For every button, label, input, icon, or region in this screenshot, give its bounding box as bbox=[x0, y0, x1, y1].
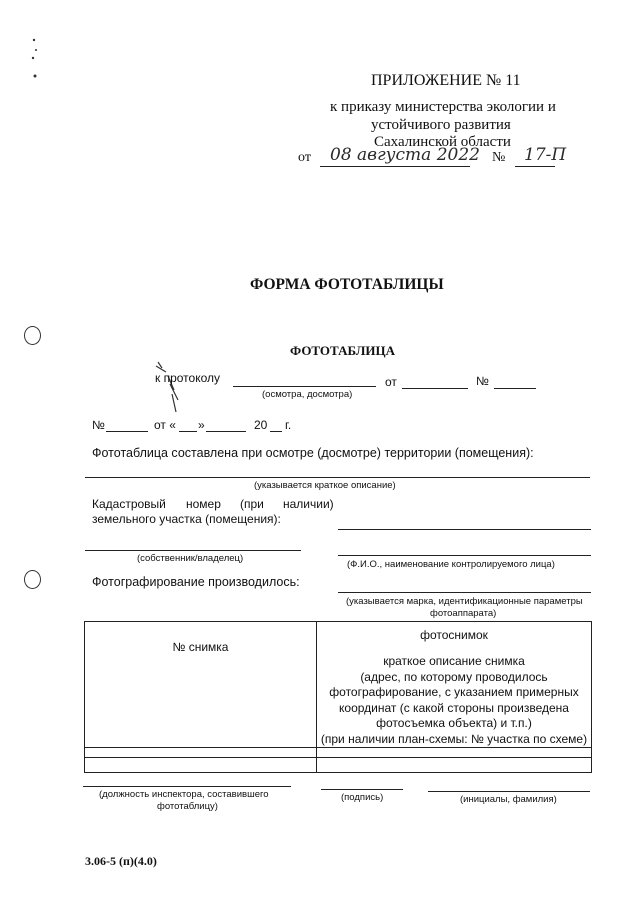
signature-caption: (подпись) bbox=[341, 792, 384, 803]
photo-number-cell bbox=[85, 748, 317, 758]
position-caption-1: (должность инспектора, составившего bbox=[99, 789, 269, 800]
number-label: № bbox=[92, 418, 105, 432]
photo-number-cell bbox=[85, 758, 317, 773]
scan-specks bbox=[26, 36, 46, 86]
owner-line bbox=[85, 550, 301, 551]
protocol-from-label: от bbox=[385, 375, 397, 389]
cadastral-word-4: наличии) bbox=[283, 497, 334, 511]
name-line bbox=[428, 791, 590, 792]
protocol-type-caption: (осмотра, досмотра) bbox=[262, 389, 353, 400]
day-line bbox=[179, 431, 197, 432]
photo-number-header-cell bbox=[85, 622, 317, 748]
cadastral-word-3: (при bbox=[240, 497, 264, 511]
year-prefix: 20 bbox=[254, 418, 268, 432]
protocol-number-line bbox=[494, 388, 536, 389]
controlled-person-caption: (Ф.И.О., наименование контролируемого лица) bbox=[347, 559, 555, 570]
protocol-label: к протоколу bbox=[155, 371, 220, 385]
protocol-date-line bbox=[402, 388, 468, 389]
year-line bbox=[270, 431, 282, 432]
date-from-label: от « bbox=[154, 418, 176, 432]
protocol-number-label: № bbox=[476, 374, 489, 388]
order-from-label: от bbox=[298, 150, 311, 165]
photography-text: Фотографирование производилось: bbox=[92, 575, 300, 589]
order-number-label: № bbox=[492, 150, 506, 165]
photo-cell bbox=[317, 748, 592, 758]
photo-table bbox=[84, 621, 592, 773]
owner-caption: (собственник/владелец) bbox=[137, 553, 244, 564]
cadastral-word-2: номер bbox=[186, 497, 221, 511]
order-date-handwritten: 08 августа 2022 bbox=[330, 145, 480, 165]
compiled-text: Фототаблица составлена при осмотре (досмотре) территории (помещения): bbox=[92, 446, 534, 460]
month-line bbox=[206, 431, 246, 432]
pen-scribble bbox=[152, 360, 182, 420]
order-number-line bbox=[515, 166, 555, 167]
form-title: ФОРМА ФОТОТАБЛИЦЫ bbox=[250, 276, 444, 293]
order-line-2: устойчивого развития bbox=[371, 117, 511, 133]
photo-number-header: № снимка bbox=[172, 640, 229, 654]
order-line-1: к приказу министерства экологии и bbox=[330, 99, 556, 115]
phototable-title: ФОТОТАБЛИЦА bbox=[290, 343, 396, 358]
punch-hole-top bbox=[24, 326, 41, 345]
photo-description-header-cell bbox=[317, 622, 592, 748]
number-line bbox=[106, 431, 148, 432]
position-line bbox=[83, 786, 291, 787]
camera-caption-1: (указывается марка, идентификационные параметры bbox=[346, 596, 583, 607]
punch-hole-bottom bbox=[24, 570, 41, 589]
cadastral-number-line bbox=[338, 529, 591, 530]
cadastral-word-1: Кадастровый bbox=[92, 497, 166, 511]
name-caption: (инициалы, фамилия) bbox=[460, 794, 557, 805]
camera-line bbox=[338, 592, 591, 593]
photo-header: фотоснимок bbox=[420, 628, 488, 642]
position-caption-2: фототаблицу) bbox=[157, 801, 218, 812]
cadastral-line-2: земельного участка (помещения): bbox=[92, 512, 281, 526]
signature-line bbox=[321, 789, 403, 790]
date-quote-close: » bbox=[198, 418, 205, 432]
order-number-handwritten: 17-П bbox=[524, 145, 567, 165]
photo-description: краткое описание снимка (адрес, по которому проводилось фотографирование, с указанием примерных координат (с какой стороны произведена фотосъемка объекта) и т.п.) (при наличии план-схемы: № участка по схеме) bbox=[320, 654, 588, 746]
appendix-title: ПРИЛОЖЕНИЕ № 11 bbox=[371, 72, 521, 89]
camera-caption-2: фотоаппарата) bbox=[430, 608, 497, 619]
photo-cell bbox=[317, 758, 592, 773]
compiled-caption: (указывается краткое описание) bbox=[254, 480, 396, 491]
year-suffix: г. bbox=[285, 418, 292, 432]
protocol-type-line bbox=[233, 386, 376, 387]
order-line-3: Сахалинской области bbox=[374, 134, 511, 150]
compiled-description-line bbox=[85, 477, 590, 478]
order-date-line bbox=[320, 166, 470, 167]
footer-code: 3.06-5 (п)(4.0) bbox=[85, 854, 157, 868]
controlled-person-line bbox=[338, 555, 591, 556]
